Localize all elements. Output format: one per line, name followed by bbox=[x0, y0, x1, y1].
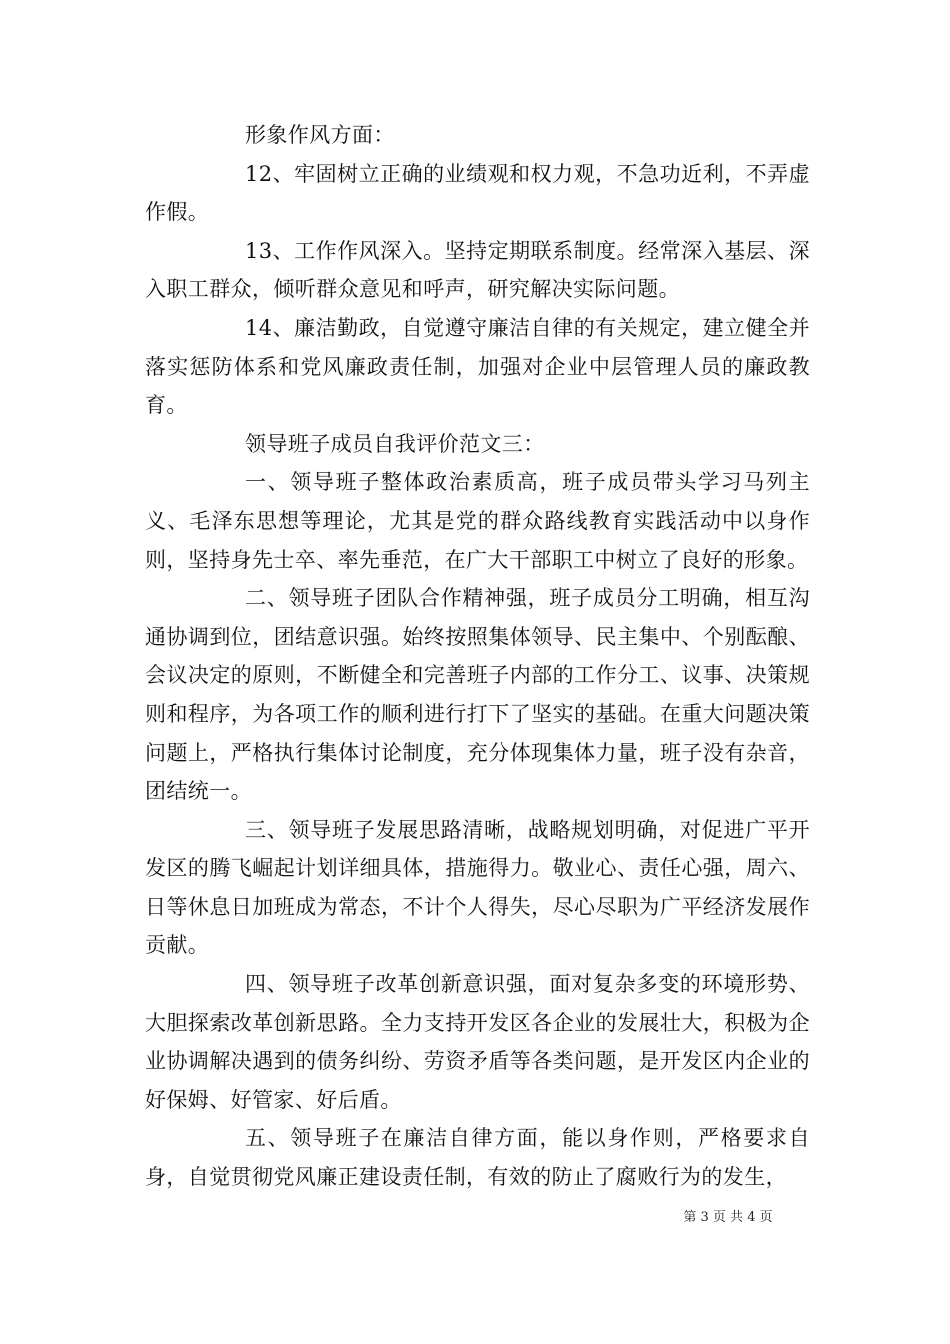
section-heading-sample-three: 领导班子成员自我评价范文三： bbox=[245, 431, 545, 456]
paragraph-item-12: 12、牢固树立正确的业绩观和权力观，不急功近利，不弄虚作假。 bbox=[145, 161, 810, 225]
paragraph-point-four: 四、领导班子改革创新意识强，面对复杂多变的环境形势、大胆探索改革创新思路。全力支持开发区各企业的发展壮大，积极为企业协调解决遇到的债务纠纷、劳资矛盾等各类问题，是开发区内企业的好保姆、好管家、好后盾。 bbox=[145, 972, 810, 1112]
document-body bbox=[145, 116, 810, 1197]
section-heading-image-style: 形象作风方面： bbox=[245, 123, 395, 147]
paragraph-item-13: 13、工作作风深入。坚持定期联系制度。经常深入基层、深入职工群众，倾听群众意见和呼声，研究解决实际问题。 bbox=[145, 238, 810, 302]
page-number-label: 第 3 页 共 4 页 bbox=[683, 1210, 773, 1225]
paragraph-point-three: 三、领导班子发展思路清晰，战略规划明确，对促进广平开发区的腾飞崛起计划详细具体，措施得力。敬业心、责任心强，周六、日等休息日加班成为常态，不计个人得失，尽心尽职为广平经济发展作贡献。 bbox=[145, 817, 810, 958]
page-footer bbox=[0, 1206, 950, 1225]
paragraph-point-two: 二、领导班子团队合作精神强，班子成员分工明确，相互沟通协调到位，团结意识强。始终按照集体领导、民主集中、个别酝酿、会议决定的原则，不断健全和完善班子内部的工作分工、议事、决策规则和程序，为各项工作的顺利进行打下了坚实的基础。在重大问题决策问题上，严格执行集体讨论制度，充分体现集体力量，班子没有杂音，团结统一。 bbox=[145, 586, 810, 804]
paragraph-item-14: 14、廉洁勤政，自觉遵守廉洁自律的有关规定，建立健全并落实惩防体系和党风廉政责任制，加强对企业中层管理人员的廉政教育。 bbox=[145, 315, 810, 418]
paragraph-point-one: 一、领导班子整体政治素质高，班子成员带头学习马列主义、毛泽东思想等理论，尤其是党的群众路线教育实践活动中以身作则，坚持身先士卒、率先垂范，在广大干部职工中树立了良好的形象。 bbox=[145, 470, 810, 572]
paragraph-point-five: 五、领导班子在廉洁自律方面，能以身作则，严格要求自身，自觉贯彻党风廉正建设责任制，有效的防止了腐败行为的发生， bbox=[145, 1126, 810, 1190]
